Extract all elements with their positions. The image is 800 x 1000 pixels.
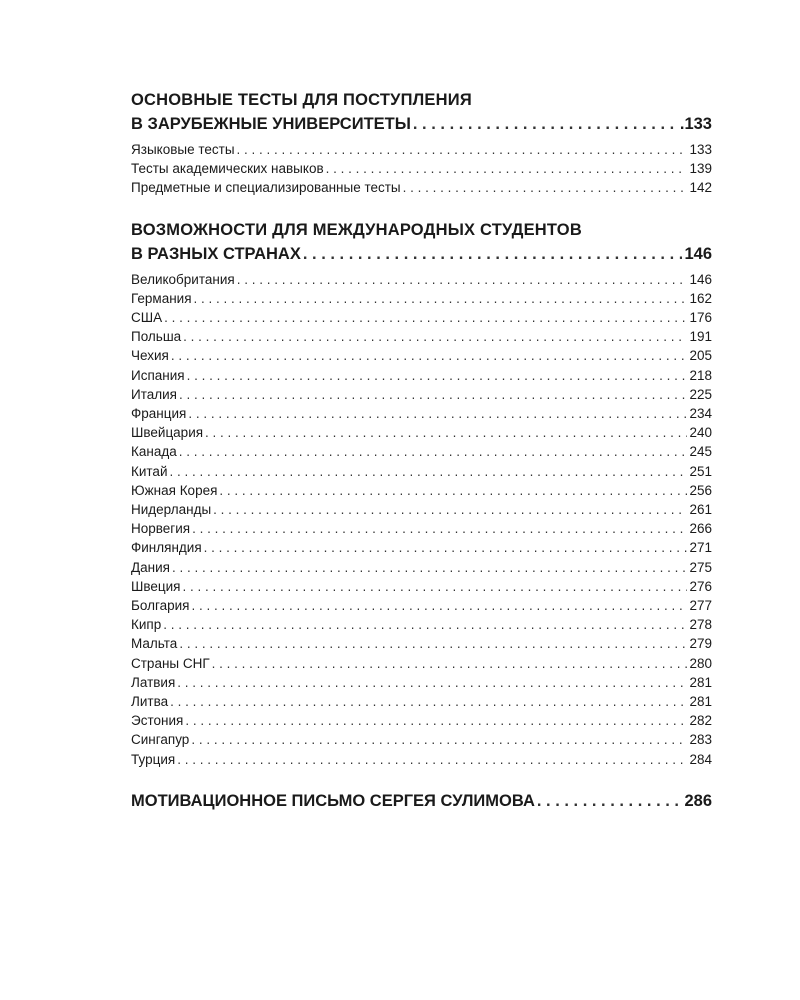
section-title: МОТИВАЦИОННОЕ ПИСЬМО СЕРГЕЯ СУЛИМОВА	[131, 791, 535, 810]
dot-leader	[204, 538, 688, 557]
toc-entry[interactable]	[131, 270, 712, 289]
toc-section-countries	[131, 218, 712, 769]
section-heading-row[interactable]	[131, 242, 712, 266]
dot-leader	[183, 327, 687, 346]
dot-leader	[191, 596, 687, 615]
toc-entry[interactable]	[131, 327, 712, 346]
entry-label: Сингапур	[131, 732, 190, 748]
entry-label: Болгария	[131, 598, 190, 614]
section-title: ВОЗМОЖНОСТИ ДЛЯ МЕЖДУНАРОДНЫХ СТУДЕНТОВ	[131, 220, 582, 239]
dot-leader	[219, 481, 687, 500]
dot-leader	[185, 711, 687, 730]
page-number: 280	[689, 655, 712, 671]
page-number: 133	[689, 142, 712, 157]
entry-label: Китай	[131, 463, 168, 479]
page-number: 251	[689, 463, 712, 479]
toc-entry[interactable]	[131, 442, 712, 461]
dot-leader	[172, 558, 688, 577]
dot-leader	[191, 730, 687, 749]
toc-entry[interactable]	[131, 462, 712, 481]
dot-leader	[237, 140, 688, 159]
toc-entry[interactable]	[131, 730, 712, 749]
page-number: 261	[689, 502, 712, 518]
dot-leader	[192, 519, 687, 538]
dot-leader	[213, 500, 687, 519]
dot-leader	[413, 112, 678, 136]
dot-leader	[177, 750, 687, 769]
page-number: 142	[689, 180, 712, 196]
dot-leader	[170, 462, 688, 481]
entry-label: Великобритания	[131, 271, 235, 287]
page-number: 139	[689, 161, 712, 177]
entry-label: Страны СНГ	[131, 655, 210, 671]
entry-label: Швейцария	[131, 425, 204, 441]
toc-entry[interactable]	[131, 159, 712, 178]
entry-label: Турция	[131, 751, 176, 767]
page-number: 256	[689, 482, 712, 498]
toc-entry[interactable]	[131, 385, 712, 404]
page-number: 279	[689, 636, 712, 652]
dot-leader	[183, 577, 688, 596]
entry-label: Италия	[131, 386, 177, 402]
entry-label: Эстония	[131, 713, 184, 729]
page-number: 245	[689, 444, 712, 460]
toc-entry[interactable]	[131, 519, 712, 538]
dot-leader	[179, 442, 688, 461]
entry-label: Финляндия	[131, 540, 202, 556]
dot-leader	[212, 654, 688, 673]
toc-entry[interactable]	[131, 711, 712, 730]
toc-entry[interactable]	[131, 596, 712, 615]
page-number: 281	[689, 674, 712, 690]
dot-leader	[303, 242, 683, 266]
entry-label: Мальта	[131, 636, 178, 652]
page-number: 281	[689, 694, 712, 710]
page-number: 191	[689, 329, 712, 345]
entry-label: Польша	[131, 329, 182, 345]
page-number: 146	[689, 271, 712, 287]
page-number: .133	[679, 115, 712, 133]
page-number: 278	[689, 617, 712, 633]
dot-leader	[164, 308, 687, 327]
section-heading-row[interactable]	[131, 112, 712, 136]
entry-label: Дания	[131, 559, 170, 575]
toc-entry[interactable]	[131, 577, 712, 596]
toc-entry[interactable]	[131, 750, 712, 769]
page-number: 218	[689, 367, 712, 383]
entry-label: Южная Корея	[131, 482, 218, 498]
toc-entry[interactable]	[131, 366, 712, 385]
entry-label: Германия	[131, 290, 192, 306]
page-number: 277	[689, 598, 712, 614]
dot-leader	[179, 385, 687, 404]
entry-label: Канада	[131, 444, 177, 460]
entry-label: Латвия	[131, 674, 176, 690]
entry-label: Нидерланды	[131, 502, 212, 518]
table-of-contents	[131, 88, 712, 833]
entry-label: Литва	[131, 694, 169, 710]
toc-entry[interactable]	[131, 538, 712, 557]
entry-label: Кипр	[131, 617, 162, 633]
entry-list	[131, 140, 712, 198]
toc-entry[interactable]	[131, 692, 712, 711]
dot-leader	[170, 692, 687, 711]
page-number: 205	[689, 348, 712, 364]
dot-leader	[179, 634, 687, 653]
page-number: 176	[689, 310, 712, 326]
toc-entry[interactable]	[131, 558, 712, 577]
dot-leader	[188, 404, 687, 423]
entry-label: Тесты академических навыков	[131, 161, 324, 177]
page-number: 146	[684, 244, 712, 263]
toc-entry[interactable]	[131, 615, 712, 634]
page-number: 234	[689, 406, 712, 422]
toc-entry[interactable]	[131, 423, 712, 442]
section-title: ОСНОВНЫЕ ТЕСТЫ ДЛЯ ПОСТУПЛЕНИЯ	[131, 91, 472, 109]
dot-leader	[177, 673, 687, 692]
page-number: 276	[689, 578, 712, 594]
entry-label: США	[131, 310, 163, 326]
toc-entry[interactable]	[131, 500, 712, 519]
dot-leader	[187, 366, 688, 385]
entry-label: Испания	[131, 367, 185, 383]
entry-label: Норвегия	[131, 521, 191, 537]
entry-label: Швеция	[131, 578, 181, 594]
toc-entry[interactable]	[131, 178, 712, 197]
page-number: 240	[689, 425, 712, 441]
entry-label: Чехия	[131, 348, 169, 364]
page-number: 275	[689, 559, 712, 575]
dot-leader	[237, 270, 688, 289]
toc-entry[interactable]	[131, 140, 712, 159]
page-number: 162	[689, 290, 712, 306]
entry-label: Предметные и специализированные тесты	[131, 180, 401, 196]
toc-entry[interactable]	[131, 654, 712, 673]
dot-leader	[194, 289, 688, 308]
section-heading-row[interactable]	[131, 789, 712, 813]
toc-entry[interactable]	[131, 289, 712, 308]
section-title-continued: В РАЗНЫХ СТРАНАХ	[131, 244, 301, 263]
toc-entry[interactable]	[131, 481, 712, 500]
dot-leader	[163, 615, 687, 634]
dot-leader	[205, 423, 687, 442]
entry-label: Франция	[131, 406, 187, 422]
page-number: 266	[689, 521, 712, 537]
toc-section-motivation-letter	[131, 789, 712, 813]
toc-entry[interactable]	[131, 404, 712, 423]
page-number: 283	[689, 732, 712, 748]
entry-label: Языковые тесты	[131, 142, 235, 157]
toc-entry[interactable]	[131, 673, 712, 692]
page-number: 284	[689, 751, 712, 767]
page-number: 282	[689, 713, 712, 729]
section-title-continued: В ЗАРУБЕЖНЫЕ УНИВЕРСИТЕТЫ	[131, 115, 411, 133]
dot-leader	[403, 178, 688, 197]
page-number: 225	[689, 386, 712, 402]
entry-list	[131, 270, 712, 769]
page-number: 286	[684, 791, 712, 810]
toc-entry[interactable]	[131, 308, 712, 327]
toc-section-tests	[131, 88, 712, 198]
toc-entry[interactable]	[131, 346, 712, 365]
dot-leader	[537, 789, 683, 813]
dot-leader	[171, 346, 688, 365]
toc-entry[interactable]	[131, 634, 712, 653]
dot-leader	[326, 159, 688, 178]
page-number: 271	[689, 540, 712, 556]
